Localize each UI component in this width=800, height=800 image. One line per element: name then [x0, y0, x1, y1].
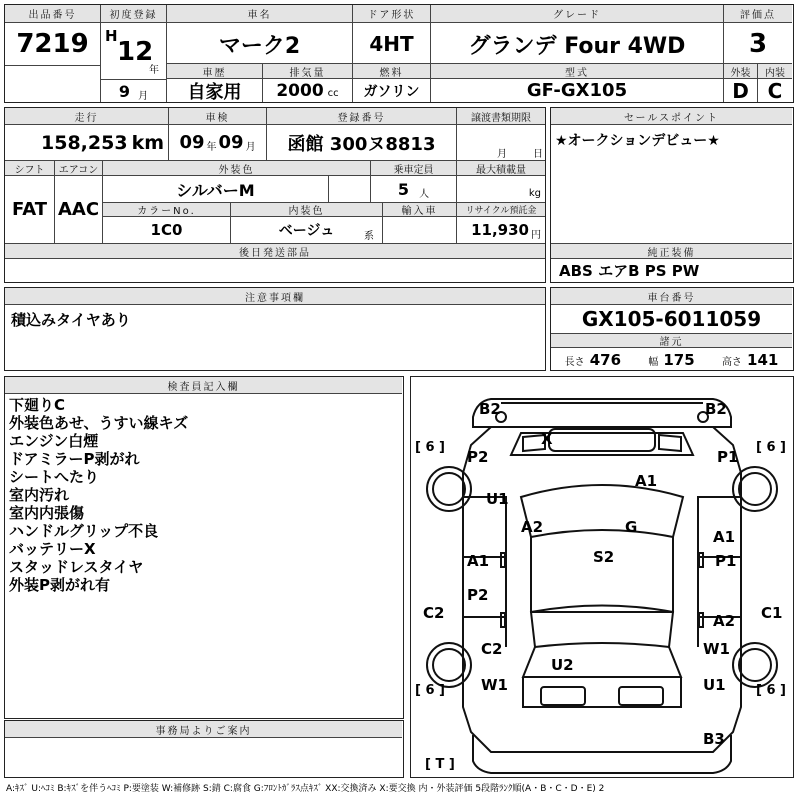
height-group [722, 350, 778, 369]
interior-color: ベージュ [278, 223, 335, 239]
inspector-line: エンジン白煙 [9, 432, 99, 450]
damage-code: S2 [593, 548, 615, 566]
transfer-box [457, 125, 545, 160]
first-reg-label: 初度登録 [101, 5, 167, 23]
displacement-unit: cc [327, 88, 339, 99]
inspector-line: 外装P剥がれ有 [9, 576, 110, 594]
chassis-block [550, 287, 794, 371]
inspector-block [4, 376, 404, 719]
mileage-unit: km [131, 131, 164, 154]
mileage-label: 走行 [5, 108, 169, 125]
door-type: 4HT [353, 23, 431, 65]
damage-code: B3 [703, 730, 725, 748]
car-name: マーク2 [167, 23, 353, 65]
displacement-label: 排気量 [263, 63, 353, 79]
displacement-box [263, 79, 353, 102]
damage-code: P1 [715, 552, 737, 570]
recycle: 11,930 [471, 221, 529, 239]
length-label: 長さ [564, 356, 585, 368]
inspector-line: シートへたり [9, 468, 100, 486]
ac: AAC [55, 176, 103, 243]
insp-year: 09 [179, 132, 205, 153]
plate-label: 登録番号 [267, 108, 457, 125]
transfer-month-unit: 月 [497, 149, 507, 160]
office-label: 事務局よりご案内 [5, 721, 402, 738]
inspector-line: バッテリーX [9, 540, 96, 558]
damage-code: W1 [481, 676, 508, 694]
insp-year-unit: 年 [206, 142, 217, 153]
damage-code: A2 [521, 518, 544, 536]
notes-block [4, 287, 546, 371]
import-label: 輸入車 [383, 202, 457, 217]
width: 175 [663, 350, 695, 369]
damage-code: P1 [717, 448, 739, 466]
capacity: 5 [397, 179, 410, 199]
exterior-color-label: 外装色 [103, 160, 371, 176]
width-group [648, 350, 694, 369]
legend: A:ｷｽﾞ U:ﾍｺﾐ B:ｷｽﾞを伴うﾍｺﾐ P:要塗装 W:補修跡 S:錆 C:腐食 G:ﾌﾛﾝﾄｶﾞﾗｽ点ｷｽﾞ XX:交換済み X:要交換 内・外装評価 5段階ﾗﾝｸ順(A・B・C・D・E) 2 [6, 784, 605, 794]
insp-month-unit: 月 [245, 142, 256, 153]
first-reg-month: 9 [118, 81, 131, 101]
inspector-line: 外装色あせ、うすい線キズ [9, 414, 189, 432]
color-no: 1C0 [103, 217, 231, 243]
recycle-label: リサイクル預託金 [457, 202, 545, 217]
car-diagram-svg [411, 377, 793, 777]
inspector-line: ドアミラーP剥がれ [9, 450, 140, 468]
equipment-label: 純正装備 [551, 243, 792, 259]
damage-code: U1 [703, 676, 726, 694]
damage-code: A2 [713, 612, 736, 630]
capacity-box [371, 176, 457, 202]
recycle-unit: 円 [531, 229, 541, 241]
damage-code: G [625, 518, 638, 536]
length-group [565, 350, 621, 369]
damage-code: B2 [705, 400, 727, 418]
damage-code: W1 [703, 640, 730, 658]
damage-diagram [410, 376, 794, 778]
max-load-unit: kg [528, 187, 541, 199]
first-reg-month-box [101, 79, 167, 102]
ext-score: D [724, 79, 758, 102]
exterior-color: シルバーM [103, 176, 329, 202]
int-label: 内装 [758, 63, 792, 79]
model: GF-GX105 [431, 79, 724, 102]
chassis-number: GX105-6011059 [581, 307, 762, 331]
header-block [4, 4, 794, 103]
height-label: 高さ [721, 356, 742, 368]
damage-code: X [541, 430, 553, 448]
later-parts-area [5, 259, 545, 282]
chassis-label: 車台番号 [551, 288, 792, 305]
later-parts-label: 後日発送部品 [5, 243, 545, 259]
era: H [105, 27, 118, 45]
sales-point-label: セールスポイント [551, 108, 792, 125]
recycle-box [457, 217, 545, 243]
inspector-label: 検査員記入欄 [5, 377, 402, 394]
office-block [4, 720, 404, 778]
score: 3 [748, 29, 768, 59]
capacity-unit: 人 [419, 188, 430, 200]
tire-mark-fr: [ 6 ] [756, 440, 786, 455]
damage-code: C2 [423, 604, 445, 622]
damage-code: C2 [481, 640, 503, 658]
import-box [383, 217, 457, 243]
damage-code: B2 [479, 400, 501, 418]
color-no-label: カラーNo. [103, 202, 231, 217]
tire-mark-rl: [ 6 ] [415, 683, 445, 698]
max-load-label: 最大積載量 [457, 160, 545, 176]
capacity-label: 乗車定員 [371, 160, 457, 176]
inspector-line: 下廻りC [9, 396, 66, 414]
interior-suffix: 系 [364, 231, 374, 242]
lot-label: 出品番号 [5, 5, 101, 23]
damage-code: U1 [486, 490, 509, 508]
shift: FAT [5, 176, 55, 243]
damage-code: A1 [635, 472, 658, 490]
plate: 函館 300ヌ8813 [267, 125, 457, 160]
spec-label: 諸元 [551, 333, 792, 348]
inspector-lines [5, 394, 402, 714]
grade-label: グレード [431, 5, 724, 23]
dimensions-row [551, 348, 792, 370]
grade: グランデ Four 4WD [431, 23, 724, 65]
month-unit: 月 [138, 90, 149, 102]
damage-code: U2 [551, 656, 574, 674]
exterior-color-extra [329, 176, 371, 202]
length: 476 [589, 350, 622, 369]
inspection-label: 車検 [169, 108, 267, 125]
notes-label: 注意事項欄 [5, 288, 545, 305]
sales-point-text: ★オークションデビュー★ [555, 133, 720, 149]
height: 141 [747, 350, 779, 369]
door-label: ドア形状 [353, 5, 431, 23]
width-label: 幅 [648, 356, 659, 368]
transfer-label: 譲渡書類期限 [457, 108, 545, 125]
history-label: 車歴 [167, 63, 263, 79]
notes-text: 積込みタイヤあり [11, 310, 131, 329]
inspector-line: 室内内張傷 [9, 504, 85, 522]
ac-label: エアコン [55, 160, 103, 176]
inspection-box [169, 125, 267, 160]
lot-blank [5, 65, 101, 102]
int-score: C [767, 79, 783, 102]
damage-code: A1 [467, 552, 490, 570]
insp-month: 09 [218, 132, 244, 153]
detail-block [4, 107, 546, 283]
first-reg-box [101, 23, 167, 79]
car-name-label: 車名 [167, 5, 353, 23]
transfer-day-unit: 日 [533, 149, 543, 160]
sales-point-block [550, 107, 794, 283]
equipment-text: ABS エアB PS PW [559, 262, 700, 280]
inspector-line: スタッドレスタイヤ [9, 558, 144, 576]
tire-mark-rr: [ 6 ] [756, 683, 786, 698]
model-label: 型式 [431, 63, 724, 79]
interior-color-box [231, 217, 383, 243]
spare-mark: [ T ] [425, 757, 455, 772]
displacement: 2000 [276, 80, 324, 101]
inspector-line: ハンドルグリップ不良 [9, 522, 159, 540]
tire-mark-fl: [ 6 ] [415, 440, 445, 455]
damage-code: P2 [467, 586, 489, 604]
inspector-line: 室内汚れ [9, 486, 70, 504]
first-reg-year: 12 [117, 37, 154, 67]
history: 自家用 [167, 79, 263, 102]
max-load-box [457, 176, 545, 202]
mileage-box [5, 125, 169, 160]
lot-number: 7219 [5, 23, 101, 65]
ext-label: 外装 [724, 63, 758, 79]
fuel-label: 燃料 [353, 63, 431, 79]
damage-code: A1 [713, 528, 736, 546]
damage-code: P2 [467, 448, 489, 466]
shift-label: シフト [5, 160, 55, 176]
fuel: ガソリン [353, 79, 431, 102]
score-label: 評価点 [724, 5, 792, 23]
interior-color-label: 内装色 [231, 202, 383, 217]
damage-code: C1 [761, 604, 783, 622]
year-unit: 年 [149, 65, 159, 76]
mileage: 158,253 [41, 131, 128, 154]
